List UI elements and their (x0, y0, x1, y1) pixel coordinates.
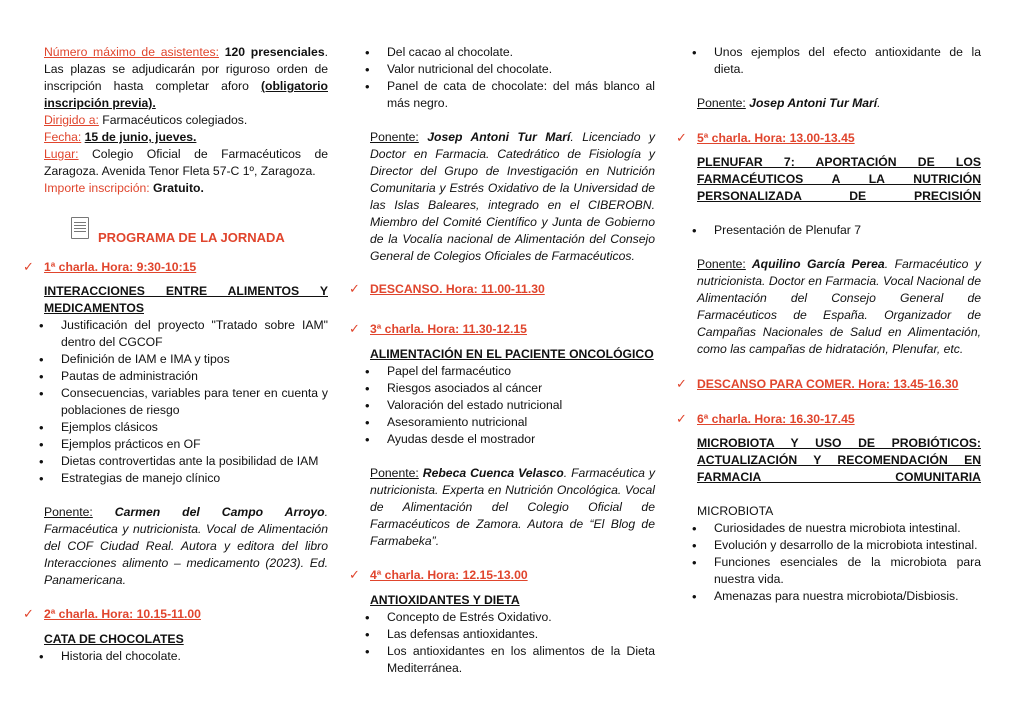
list-item: • Asesoramiento nutricional (370, 414, 655, 431)
audience-value: Farmacéuticos colegiados. (98, 113, 248, 127)
list-item: • Unos ejemplos del efecto antioxidante de la dieta. (697, 44, 981, 78)
session-3 (349, 321, 655, 550)
session-1 (23, 259, 328, 589)
place-line (44, 146, 328, 180)
list-item: • Historia del chocolate. (44, 648, 328, 665)
list-item: • Ejemplos clásicos (44, 419, 328, 436)
audience-label: Dirigido a: (44, 113, 99, 127)
speaker-name: Aquilino García Perea (745, 257, 885, 271)
speaker-label: Ponente: (697, 96, 746, 110)
list-item: • Valoración del estado nutricional (370, 397, 655, 414)
list-item: • Pautas de administración (44, 368, 328, 385)
speaker-bio: . Farmacéutica y nutricionista. Vocal de Alimentación del COF Ciudad Real. Autora y editora del libro Interacciones alimento – medicamento (2023). Ed. Panamericana. (44, 505, 328, 587)
session-4-title: ANTIOXIDANTES Y DIETA (370, 593, 520, 607)
list-item: • Las defensas antioxidantes. (370, 626, 655, 643)
speaker-name: Rebeca Cuenca Velasco (418, 466, 564, 480)
session-5 (676, 130, 981, 358)
list-item: • Evolución y desarrollo de la microbiota intestinal. (697, 537, 981, 554)
speaker-bio: . Licenciado y Doctor en Farmacia. Catedrático de Fisiología y Director del Grupo de Investigación en Nutrición Comunitaria y Estrés Oxidativo de la Universidad de las Islas Baleares, integrado en el CIBEROBN. Miembro del Comité Científico y Junta de Gobierno de la Vocalía nacional de Alimentación del Consejo General de Colegios Oficiales de Farmacéuticos. (370, 130, 655, 263)
session-5-speaker (697, 256, 981, 358)
max-attendees-value: 120 (224, 45, 246, 59)
session-2-topics (44, 648, 328, 665)
session-1-header: 1ª charla. Hora: 9:30-10:15 (44, 260, 197, 274)
speaker-name: Carmen del Campo Arroyo (92, 505, 325, 519)
session-2-topics-cont (370, 44, 655, 112)
checkmark-icon: ✓ (349, 321, 360, 336)
date-value: 15 de junio, jueves. (84, 130, 197, 144)
checkmark-icon: ✓ (676, 130, 687, 145)
list-item: • Amenazas para nuestra microbiota/Disbiosis. (697, 588, 981, 605)
program-heading (44, 229, 328, 246)
list-item: • Valor nutricional del chocolate. (370, 61, 655, 78)
fee-line (44, 180, 328, 197)
session-2-header: 2ª charla. Hora: 10.15-11.00 (44, 607, 201, 621)
max-attendees-description: . Las plazas se adjudicarán por riguroso orden de inscripción hasta completar aforo (44, 45, 328, 93)
list-item: • Del cacao al chocolate. (370, 44, 655, 61)
session-6-title: MICROBIOTA Y USO DE PROBIÓTICOS: ACTUALIZACIÓN Y RECOMENDACIÓN EN FARMACIA COMUNITARIA (697, 436, 981, 484)
session-5-title: PLENUFAR 7: APORTACIÓN DE LOS FARMACÉUTICOS A LA NUTRICIÓN PERSONALIZADA DE PRECISIÓN (697, 155, 981, 203)
speaker-bio: . (877, 96, 881, 110)
break-2 (676, 376, 981, 393)
list-item: • Estrategias de manejo clínico (44, 470, 328, 487)
speaker-name: Josep Antoni Tur Marí (745, 96, 878, 110)
break-1-label: DESCANSO. Hora: 11.00-11.30 (370, 282, 545, 296)
checkmark-icon: ✓ (349, 567, 360, 582)
break-2-label: DESCANSO PARA COMER. Hora: 13.45-16.30 (697, 377, 959, 391)
list-item: • Consecuencias, variables para tener en cuenta y poblaciones de riesgo (44, 385, 328, 419)
checkmark-icon: ✓ (23, 259, 34, 274)
max-attendees-label: Número máximo de asistentes: (44, 45, 219, 59)
session-4-speaker (697, 95, 981, 112)
session-5-header: 5ª charla. Hora: 13.00-13.45 (697, 131, 855, 145)
program-title: PROGRAMA DE LA JORNADA (98, 230, 285, 245)
speaker-bio: . Farmacéutico y nutricionista. Doctor en Farmacia. Vocal Nacional de Alimentación del Consejo General de Farmacéuticos de España. Organizador de Campañas Nacionales de Salud en Alimentación, como las campañas de hidratación, Plenufar, etc. (697, 257, 981, 356)
session-4 (349, 567, 655, 677)
speaker-name: Josep Antoni Tur Marí (418, 130, 571, 144)
list-item: • Riesgos asociados al cáncer (370, 380, 655, 397)
audience-line (44, 112, 328, 129)
session-1-speaker (44, 504, 328, 589)
session-5-topics (697, 222, 981, 239)
session-2-speaker (370, 129, 655, 265)
list-item: • Los antioxidantes en los alimentos de la Dieta Mediterránea. (370, 643, 655, 677)
fee-value: Gratuito. (149, 181, 204, 195)
session-1-title-line1: INTERACCIONES ENTRE ALIMENTOS Y (44, 284, 328, 298)
date-label: Fecha: (44, 130, 82, 144)
place-value: Colegio Oficial de Farmacéuticos de Zaragoza. Avenida Tenor Fleta 57-C 1º, Zaragoza. (44, 147, 328, 178)
checkmark-icon: ✓ (349, 281, 360, 296)
speaker-label: Ponente: (697, 257, 746, 271)
fee-label: Importe inscripción: (44, 181, 150, 195)
session-3-title: ALIMENTACIÓN EN EL PACIENTE ONCOLÓGICO (370, 347, 654, 361)
column-middle (349, 44, 655, 677)
registration-required: (obligatorio inscripción previa). (44, 79, 328, 110)
list-item: • Dietas controvertidas ante la posibilidad de IAM (44, 453, 328, 470)
session-1-topics (44, 317, 328, 487)
checkmark-icon: ✓ (23, 606, 34, 621)
session-2 (23, 606, 328, 665)
column-right (676, 44, 981, 605)
list-item: • Funciones esenciales de la microbiota para nuestra vida. (697, 554, 981, 588)
session-4-header: 4ª charla. Hora: 12.15-13.00 (370, 568, 528, 582)
place-label: Lugar: (44, 147, 79, 161)
list-item: • Papel del farmacéutico (370, 363, 655, 380)
list-item: • Curiosidades de nuestra microbiota intestinal. (697, 520, 981, 537)
session-3-speaker (370, 465, 655, 550)
list-item: • Ayudas desde el mostrador (370, 431, 655, 448)
max-attendees-text (44, 44, 328, 112)
speaker-bio: . Farmacéutica y nutricionista. Experta en Nutrición Oncológica. Vocal de Alimentación del Colegio Oficial de Farmacéuticos de Zamora. Autora de “El Blog de Farmabeka”. (370, 466, 655, 548)
session-6-subtitle: MICROBIOTA (697, 504, 774, 518)
list-item: • Panel de cata de chocolate: del más blanco al más negro. (370, 78, 655, 112)
list-item: • Ejemplos prácticos en OF (44, 436, 328, 453)
session-1-title-line2: MEDICAMENTOS (44, 301, 144, 315)
session-3-topics (370, 363, 655, 448)
speaker-label: Ponente: (370, 466, 419, 480)
document-icon (71, 217, 89, 239)
session-6-topics (697, 520, 981, 605)
date-line (44, 129, 328, 146)
list-item: • Definición de IAM e IMA y tipos (44, 351, 328, 368)
session-4-topics-cont (697, 44, 981, 78)
checkmark-icon: ✓ (676, 411, 687, 426)
session-6 (676, 411, 981, 605)
session-6-header: 6ª charla. Hora: 16.30-17.45 (697, 412, 855, 426)
list-item: • Presentación de Plenufar 7 (697, 222, 981, 239)
speaker-label: Ponente: (44, 505, 93, 519)
session-2-title: CATA DE CHOCOLATES (44, 632, 184, 646)
max-attendees-presenciales: presenciales (250, 45, 325, 59)
column-left (23, 44, 328, 665)
checkmark-icon: ✓ (676, 376, 687, 391)
session-3-header: 3ª charla. Hora: 11.30-12.15 (370, 322, 527, 336)
speaker-label: Ponente: (370, 130, 419, 144)
break-1 (349, 281, 655, 298)
session-4-topics (370, 609, 655, 677)
list-item: • Justificación del proyecto "Tratado sobre IAM" dentro del CGCOF (44, 317, 328, 351)
list-item: • Concepto de Estrés Oxidativo. (370, 609, 655, 626)
